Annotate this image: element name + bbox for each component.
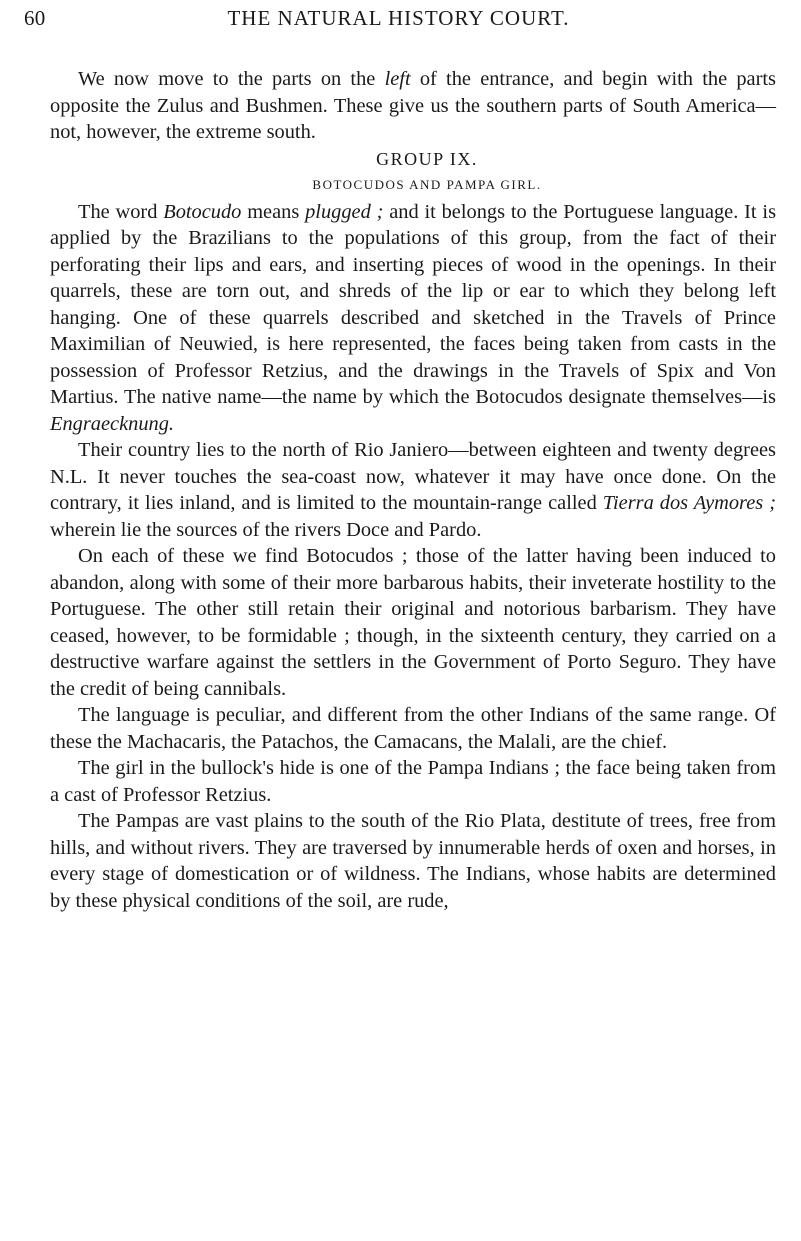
group-subheading: BOTOCUDOS AND PAMPA GIRL.	[312, 177, 542, 192]
para1-italic-1: Botocudo	[163, 200, 242, 223]
intro-text-1: We now move to the parts on the	[78, 68, 385, 90]
group-heading: GROUP IX.	[376, 148, 478, 169]
para1-italic-2: plugged ;	[305, 200, 384, 223]
paragraph-pampas: The Pampas are vast plains to the south of the Rio Plata, destitute of trees, free from hills, and without rivers. They are traversed by innumerable herds of oxen and horses, in every stage of domestication or of wildness. The Indians, whose habits are determined by these physical conditions of the soil, are rude,	[50, 810, 776, 912]
paragraph-pampa-girl: The girl in the bullock's hide is one of the Pampa Indians ; the face being taken from a cast of Professor Retzius.	[50, 757, 776, 806]
paragraph-country	[50, 437, 776, 543]
paragraph-rivers: On each of these we find Botocudos ; those of the latter having been induced to abandon, along with some of their more barbarous habits, their inveterate hostility to the Portuguese. The other still retain their original and notorious barbarism. They have ceased, however, to be formidable ; though, in the sixteenth century, they carried on a destructive warfare against the settlers in the Government of Porto Seguro. They have the credit of being cannibals.	[50, 545, 776, 700]
running-header	[24, 6, 773, 36]
running-title: THE NATURAL HISTORY COURT.	[227, 6, 570, 30]
page-number: 60	[24, 6, 46, 30]
body-text	[50, 66, 776, 914]
intro-paragraph	[50, 66, 776, 146]
para2-text-2: wherein lie the sources of the rivers Doce and Pardo.	[50, 518, 482, 541]
para1-text-1: The word	[78, 200, 164, 223]
intro-text-2: of the entrance, and begin with the parts opposite the Zulus and Bushmen. These give us the southern parts of South America—not, however, the extreme south.	[50, 68, 776, 143]
para1-text-2: means	[241, 200, 306, 223]
para2-italic-1: Tierra dos Aymores ;	[602, 492, 776, 514]
intro-italic-1: left	[384, 68, 411, 90]
para2-text-1: Their country lies to the north of Rio Janiero—between eighteen and twenty degrees N.L. It never touches the sea-coast now, whatever it may have once done. On the contrary, it lies inland, and is limited to the mountain-range called	[50, 439, 776, 514]
para1-italic-3: Engraecknung.	[50, 412, 175, 435]
paragraph-language: The language is peculiar, and different from the other Indians of the same range. Of these the Machacaris, the Patachos, the Camacans, the Malali, are the chief.	[50, 704, 776, 753]
paragraph-botocudo-word	[50, 199, 776, 438]
para1-text-3: and it belongs to the Portuguese language. It is applied by the Brazilians to the populations of this group, from the fact of their perforating their lips and ears, and inserting pieces of wood in the openings. In their quarrels, these are torn out, and shreds of the lip or ear to which they belong left hanging. One of these quarrels described and sketched in the Travels of Prince Maximilian of Neuwied, is here represented, the faces being taken from casts in the possession of Professor Retzius, and the drawings in the Travels of Spix and Von Martius. The native name—the name by which the Botocudos designate themselves—is	[50, 200, 777, 408]
